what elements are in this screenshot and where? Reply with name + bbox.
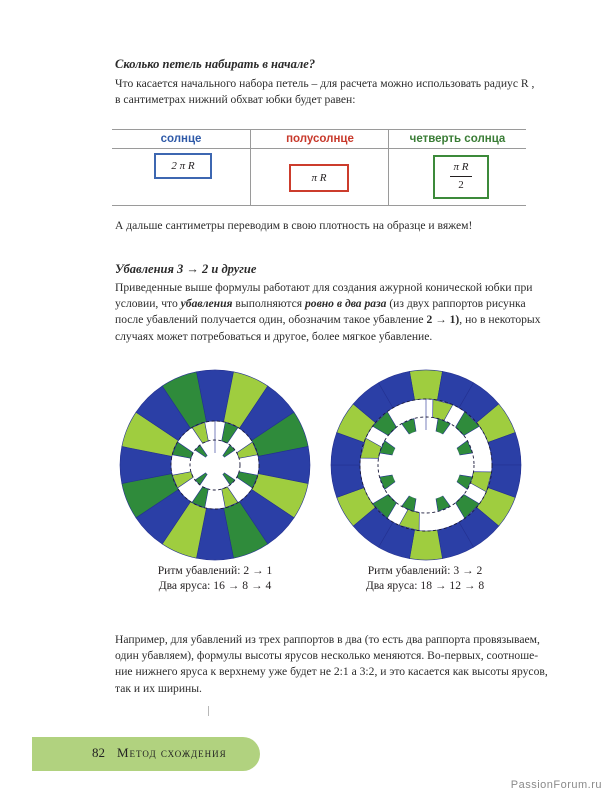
inner-tier-piece bbox=[223, 445, 235, 457]
fraction-bar bbox=[450, 176, 472, 177]
center-hole bbox=[203, 453, 227, 477]
intro-paragraph bbox=[115, 76, 535, 108]
page-number: 82 bbox=[92, 745, 105, 760]
intro-line-2: в сантиметрах нижний обхват юбки будет равен: bbox=[115, 93, 356, 107]
formula-box-half-sun: π R bbox=[289, 164, 349, 192]
decrease-wheel-3-to-2 bbox=[329, 368, 523, 562]
inner-tier-piece bbox=[436, 419, 450, 435]
outer-sector bbox=[410, 370, 443, 400]
inner-tier-piece bbox=[223, 473, 235, 485]
decreases-line-3: после убавлений получается один, обозначим такое убавление 2 → 1), но в некоторых bbox=[115, 313, 541, 327]
closing-paragraph bbox=[115, 632, 548, 697]
diagram-caption-2 bbox=[335, 563, 515, 593]
caption-rhythm: Ритм убавлений: 2 → 1 bbox=[157, 564, 273, 577]
column-header-sun: солнце bbox=[112, 130, 250, 149]
formula-column-half-sun bbox=[250, 130, 389, 205]
decreases-paragraph bbox=[115, 280, 541, 345]
fraction-numerator: π R bbox=[453, 161, 469, 173]
column-header-quarter-sun: четверть солнца bbox=[389, 130, 526, 149]
inner-tier-piece bbox=[402, 496, 416, 512]
section-heading-decreases: Убавления 3 → 2 и другие bbox=[115, 262, 257, 276]
formula-column-sun bbox=[112, 130, 250, 205]
decreases-line-1: Приведенные выше формулы работают для создания ажурной конической юбки при bbox=[115, 281, 533, 294]
decreases-line-2: условии, что убавления выполняются ровно в два раза (из двух раппортов рисунка bbox=[115, 297, 526, 311]
inner-tier-piece bbox=[195, 473, 207, 485]
decreases-line-4: случаях может потребоваться и другое, более мягкое убавление. bbox=[115, 329, 433, 343]
inner-tier-piece bbox=[402, 419, 416, 435]
formula-box-sun: 2 π R bbox=[154, 153, 212, 179]
inner-tier-piece bbox=[457, 475, 473, 489]
decrease-wheel-2-to-1 bbox=[118, 368, 312, 562]
closing-line-3: ние нижнего яруса к верхнему уже будет не 2:1 а 3:2, и это касается как высоты ярусов, bbox=[115, 665, 548, 679]
watermark: PassionForum.ru bbox=[510, 779, 602, 791]
formula-box-quarter-sun bbox=[433, 155, 489, 199]
closing-line-2: один убавляем), формулы высоты ярусов несколько меняются. Во-первых, соотноше- bbox=[115, 649, 539, 663]
intro-line-1: Что касается начального набора петель – для расчета можно использовать радиус R , bbox=[115, 77, 535, 90]
inner-tier-piece bbox=[436, 496, 450, 512]
column-header-half-sun: полусолнце bbox=[251, 130, 389, 149]
center-hole bbox=[391, 430, 461, 500]
inner-tier-piece bbox=[380, 441, 396, 455]
formula-column-quarter-sun bbox=[388, 130, 526, 205]
closing-line-4: так и их ширины. bbox=[115, 681, 202, 695]
running-title: Метод схождения bbox=[117, 745, 227, 760]
crop-mark bbox=[208, 706, 209, 716]
inner-tier-piece bbox=[380, 475, 396, 489]
formula-table bbox=[112, 129, 526, 206]
inner-tier-piece bbox=[195, 445, 207, 457]
outer-sector bbox=[410, 530, 443, 560]
after-table-line: А дальше сантиметры переводим в свою плотность на образце и вяжем! bbox=[115, 219, 473, 232]
diagram-caption-1 bbox=[125, 563, 305, 593]
fraction-denominator: 2 bbox=[458, 179, 464, 191]
closing-line-1: Например, для убавлений из трех раппортов в два (то есть два раппорта провязываем, bbox=[115, 633, 540, 646]
after-table-paragraph bbox=[115, 218, 525, 234]
caption-tiers: Два яруса: 18 → 12 → 8 bbox=[365, 579, 485, 592]
caption-tiers: Два яруса: 16 → 8 → 4 bbox=[158, 579, 272, 592]
inner-tier-piece bbox=[457, 441, 473, 455]
caption-rhythm: Ритм убавлений: 3 → 2 bbox=[367, 564, 483, 577]
section-heading-cast-on: Сколько петель набирать в начале? bbox=[115, 57, 316, 71]
